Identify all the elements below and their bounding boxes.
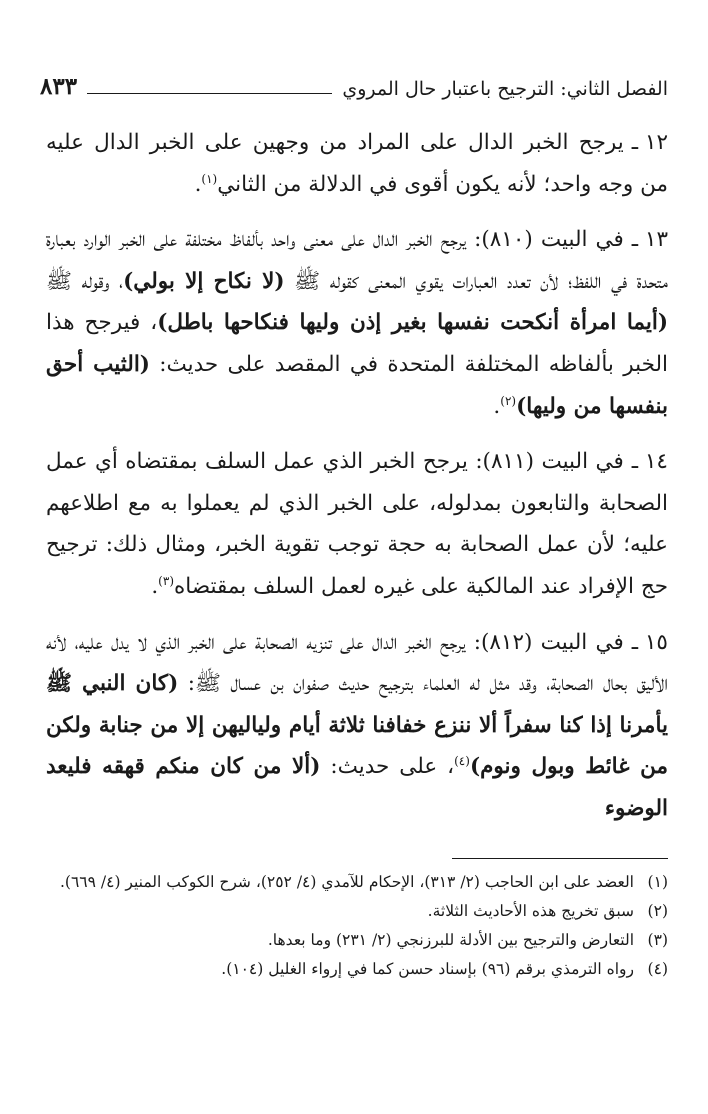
item-12 <box>46 122 668 205</box>
item-number: ١٥ ـ <box>631 629 668 655</box>
item-text: . <box>194 171 202 197</box>
footnote <box>46 955 668 984</box>
chapter-title: الفصل الثاني: الترجيح باعتبار حال المروي <box>342 78 668 100</box>
footnote-text: سبق تخريج هذه الأحاديث الثلاثة. <box>427 902 634 920</box>
hadith-quote: (أيما امرأة أنكحت نفسها بغير إذن وليها فنكاحها باطل) <box>157 310 668 336</box>
item-text: ، وقوله ﷺ <box>46 268 124 294</box>
hadith-quote: (ألا من كان منكم قهقه فليعد الوضوء <box>46 754 668 821</box>
header-rule <box>87 93 332 94</box>
item-text: يرجح الخبر الدال على المراد من وجهين على الخبر الدال عليه من وجه واحد؛ لأنه يكون أقوى في الدلالة من الثاني <box>46 130 668 197</box>
item-14 <box>46 441 668 607</box>
item-text: في البيت (٨١٢): يرجح الخبر الدال على تنزيه الصحابة على الخبر الذي لا يدل عليه، لأنه الأليق بحال الصحابة، وقد مثل له العلماء بترجيح حديث صفوان بن عسال ﷺ: <box>46 629 668 697</box>
page-number: ٨٣٣ <box>40 73 78 100</box>
item-number: ١٢ ـ <box>631 130 668 155</box>
hadith-quote: (كان النبي ﷺ يأمرنا إذا كنا سفراً ألا ننزع خفافنا ثلاثة أيام ولياليهن إلا من جنابة ولكن من غائط وبول ونوم) <box>46 671 668 780</box>
item-text: . <box>493 393 501 419</box>
footnote-ref[interactable]: (٤) <box>454 754 470 769</box>
item-15 <box>46 622 668 830</box>
footnote-separator <box>452 858 668 859</box>
main-text <box>46 122 668 844</box>
footnote-text: رواه الترمذي برقم (٩٦) بإسناد حسن كما في إرواء الغليل (١٠٤). <box>221 960 634 978</box>
footnote-number: (٣) <box>647 931 668 949</box>
hadith-quote: (الثيب أحق بنفسها من وليها) <box>46 351 668 419</box>
footnote-text: التعارض والترجيح بين الأدلة للبرزنجي (٢/ ٢٣١) وما بعدها. <box>267 931 634 949</box>
running-header <box>40 60 668 100</box>
footnote-ref[interactable]: (٢) <box>500 393 517 408</box>
item-number: ١٤ ـ <box>631 449 668 475</box>
footnote-ref[interactable]: (٣) <box>158 573 174 588</box>
footnote <box>46 868 668 897</box>
footnote-number: (١) <box>647 873 668 891</box>
item-text: ، فيرجح هذا الخبر بألفاظه المختلفة المتحدة في المقصد على حديث: <box>46 310 668 377</box>
hadith-quote: (لا نكاح إلا بولي) <box>123 268 285 294</box>
item-text: . <box>151 573 159 599</box>
footnotes <box>46 868 668 984</box>
item-number: ١٣ ـ <box>631 227 668 253</box>
footnote-number: (٤) <box>647 960 668 978</box>
footnote-text: العضد على ابن الحاجب (٢/ ٣١٣)، الإحكام للآمدي (٤/ ٢٥٢)، شرح الكوكب المنير (٤/ ٦٦٩). <box>60 873 634 891</box>
footnote-ref[interactable]: (١) <box>201 171 218 186</box>
item-text: ، على حديث: <box>320 754 455 780</box>
item-13 <box>46 219 668 427</box>
footnote-number: (٢) <box>647 902 668 920</box>
item-text: في البيت (٨١٠): يرجح الخبر الدال على معنى واحد بألفاظ مختلفة على الخبر الوارد بعبارة متحدة في اللفظ؛ لأن تعدد العبارات يقوي المعنى كقوله ﷺ <box>46 227 668 294</box>
footnote <box>46 897 668 926</box>
item-text: في البيت (٨١١): يرجح الخبر الذي عمل السلف بمقتضاه أي عمل الصحابة والتابعون بمدلوله، على الخبر الذي لم يعملوا به مع اطلاعهم عليه؛ لأن عمل الصحابة به حجة توجب تقوية الخبر، ومثال ذلك: ترجيح حج الإفراد عند المالكية على غيره لعمل السلف بمقتضاه <box>46 449 668 599</box>
footnote <box>46 926 668 955</box>
